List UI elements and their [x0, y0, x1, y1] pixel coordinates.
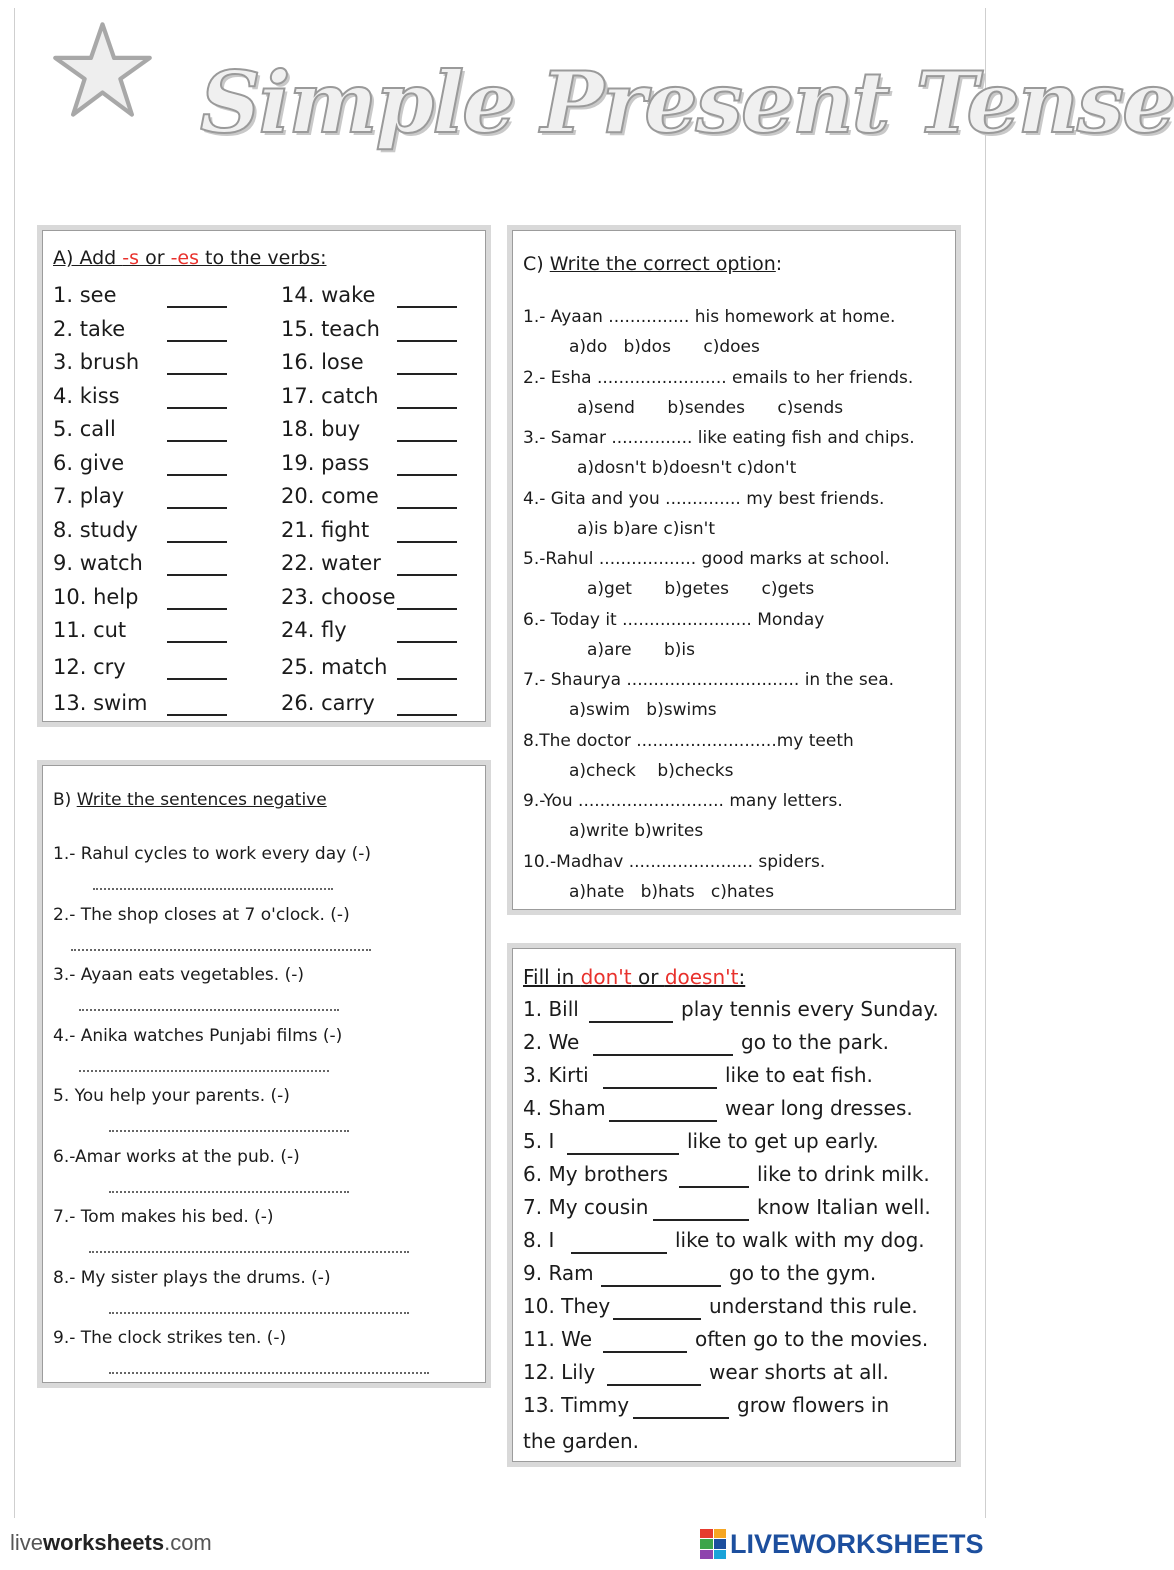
fill-in-blank[interactable] — [593, 1054, 733, 1056]
question-options[interactable]: a)send b)sendes c)sends — [577, 397, 844, 418]
verb-answer-blank[interactable] — [397, 541, 457, 543]
verb-item: 4. kiss — [53, 383, 120, 408]
verb-item: 25. match — [281, 654, 388, 679]
fill-in-subject: 11. We — [523, 1327, 593, 1351]
verb-item: 20. come — [281, 484, 379, 508]
verb-answer-blank[interactable] — [397, 507, 457, 509]
fill-in-predicate: often go to the movies. — [695, 1327, 929, 1351]
question-text: 4.- Gita and you .............. my best friends. — [523, 488, 885, 509]
verb-answer-blank[interactable] — [167, 407, 227, 409]
liveworksheets-logo-icon — [700, 1529, 726, 1559]
verb-answer-blank[interactable] — [397, 608, 457, 610]
fill-in-predicate: wear shorts at all. — [709, 1360, 889, 1384]
question-text: 8.The doctor ..........................my teeth — [523, 730, 854, 751]
fill-in-blank[interactable] — [613, 1318, 701, 1320]
negative-answer-line[interactable] — [109, 1372, 429, 1374]
fill-in-predicate: play tennis every Sunday. — [681, 997, 939, 1021]
question-text: 6.- Today it ........................ Monday — [523, 609, 825, 630]
negative-sentence: 1.- Rahul cycles to work every day (-) — [53, 844, 372, 864]
verb-item: 11. cut — [53, 618, 127, 642]
question-text: 9.-You ........................... many letters. — [523, 791, 843, 811]
verb-answer-blank[interactable] — [397, 641, 457, 643]
negative-sentence: 3.- Ayaan eats vegetables. (-) — [53, 965, 304, 985]
verb-item: 9. watch — [53, 551, 143, 575]
question-options[interactable]: a)swim b)swims — [569, 700, 717, 720]
question-options[interactable]: a)write b)writes — [569, 821, 704, 841]
fill-in-subject: 2. We — [523, 1030, 580, 1054]
page-title: Simple Present Tense — [200, 53, 1174, 152]
fill-in-predicate: like to get up early. — [687, 1129, 879, 1153]
question-text: 1.- Ayaan ............... his homework at home. — [523, 307, 896, 327]
verb-answer-blank[interactable] — [397, 678, 457, 680]
verb-answer-blank[interactable] — [167, 474, 227, 476]
section-a-heading: A) Add -s or -es to the verbs: — [53, 247, 327, 269]
question-options[interactable]: a)do b)dos c)does — [569, 337, 760, 357]
verb-item: 12. cry — [53, 654, 126, 679]
verb-answer-blank[interactable] — [167, 678, 227, 680]
fill-in-predicate: understand this rule. — [709, 1294, 918, 1318]
fill-in-predicate: know Italian well. — [757, 1195, 931, 1219]
verb-answer-blank[interactable] — [167, 541, 227, 543]
verb-item: 7. play — [53, 484, 125, 508]
fill-in-subject: 8. I — [523, 1228, 555, 1252]
verb-item: 6. give — [53, 450, 125, 475]
fill-in-last-line: the garden. — [523, 1429, 640, 1453]
verb-answer-blank[interactable] — [397, 306, 457, 308]
verb-item: 21. fight — [281, 517, 370, 542]
verb-item: 24. fly — [281, 618, 347, 642]
negative-sentence: 9.- The clock strikes ten. (-) — [53, 1328, 287, 1348]
verb-answer-blank[interactable] — [397, 474, 457, 476]
verb-item: 10. help — [53, 584, 139, 609]
question-options[interactable]: a)dosn't b)doesn't c)don't — [577, 458, 797, 478]
negative-sentence: 5. You help your parents. (-) — [53, 1086, 290, 1106]
section-d-box — [512, 948, 956, 1462]
question-options[interactable]: a)check b)checks — [569, 760, 734, 781]
verb-item: 22. water — [281, 551, 381, 575]
verb-answer-blank[interactable] — [397, 440, 457, 442]
verb-item: 13. swim — [53, 691, 148, 715]
negative-answer-line[interactable] — [79, 1009, 339, 1011]
negative-sentence: 7.- Tom makes his bed. (-) — [53, 1207, 274, 1227]
fill-in-blank[interactable] — [679, 1186, 749, 1188]
fill-in-subject: 1. Bill — [523, 997, 579, 1021]
negative-answer-line[interactable] — [93, 888, 333, 890]
fill-in-blank[interactable] — [653, 1219, 749, 1221]
negative-sentence: 8.- My sister plays the drums. (-) — [53, 1267, 331, 1288]
negative-sentence: 6.-Amar works at the pub. (-) — [53, 1146, 300, 1167]
verb-answer-blank[interactable] — [397, 714, 457, 716]
verb-item: 23. choose — [281, 584, 396, 609]
verb-answer-blank[interactable] — [397, 407, 457, 409]
question-text: 3.- Samar ............... like eating fish and chips. — [523, 428, 915, 448]
verb-item: 17. catch — [281, 383, 379, 408]
verb-answer-blank[interactable] — [167, 641, 227, 643]
question-options[interactable]: a)is b)are c)isn't — [577, 518, 716, 539]
fill-in-blank[interactable] — [603, 1351, 687, 1353]
fill-in-subject: 12. Lily — [523, 1360, 596, 1384]
fill-in-predicate: wear long dresses. — [725, 1096, 913, 1120]
verb-item: 15. teach — [281, 316, 380, 341]
fill-in-predicate: go to the gym. — [729, 1261, 877, 1285]
section-c-heading: C) Write the correct option: — [523, 253, 783, 275]
verb-answer-blank[interactable] — [397, 373, 457, 375]
verb-item: 1. see — [53, 283, 117, 307]
verb-item: 19. pass — [281, 450, 370, 475]
fill-in-subject: 6. My brothers — [523, 1162, 669, 1186]
fill-in-predicate: like to eat fish. — [725, 1063, 873, 1087]
section-a-box — [42, 230, 486, 722]
footer-site-url[interactable]: liveworksheets.com — [10, 1530, 212, 1555]
fill-in-blank[interactable] — [609, 1120, 717, 1122]
section-b-heading: B) Write the sentences negative — [53, 790, 327, 810]
verb-answer-blank[interactable] — [167, 714, 227, 716]
verb-answer-blank[interactable] — [167, 507, 227, 509]
fill-in-blank[interactable] — [633, 1417, 729, 1419]
negative-sentence: 2.- The shop closes at 7 o'clock. (-) — [53, 904, 350, 925]
verb-answer-blank[interactable] — [167, 340, 227, 342]
negative-answer-line[interactable] — [79, 1070, 329, 1072]
negative-answer-line[interactable] — [89, 1251, 409, 1253]
fill-in-predicate: like to walk with my dog. — [675, 1228, 925, 1252]
fill-in-subject: 9. Ram — [523, 1261, 594, 1285]
fill-in-predicate: grow flowers in — [737, 1393, 890, 1417]
question-text: 7.- Shaurya ................................ in the sea. — [523, 670, 895, 690]
verb-answer-blank[interactable] — [397, 340, 457, 342]
fill-in-subject: 3. Kirti — [523, 1063, 589, 1087]
fill-in-subject: 13. Timmy — [523, 1393, 630, 1417]
verb-item: 18. buy — [281, 417, 361, 441]
fill-in-subject: 5. I — [523, 1129, 555, 1153]
fill-in-subject: 7. My cousin — [523, 1195, 649, 1219]
question-text: 2.- Esha ........................ emails to her friends. — [523, 367, 914, 388]
fill-in-blank[interactable] — [589, 1021, 673, 1023]
star-icon — [50, 18, 155, 123]
verb-item: 16. lose — [281, 350, 364, 374]
question-options[interactable]: a)get b)getes c)gets — [587, 579, 815, 599]
verb-answer-blank[interactable] — [167, 608, 227, 610]
verb-answer-blank[interactable] — [167, 574, 227, 576]
question-options[interactable]: a)are b)is — [587, 639, 695, 660]
verb-answer-blank[interactable] — [167, 440, 227, 442]
verb-answer-blank[interactable] — [397, 574, 457, 576]
footer-brand-text: LIVEWORKSHEETS — [730, 1528, 984, 1559]
fill-in-predicate: go to the park. — [741, 1030, 890, 1054]
fill-in-predicate: like to drink milk. — [757, 1162, 930, 1186]
fill-in-blank[interactable] — [567, 1153, 679, 1155]
fill-in-blank[interactable] — [603, 1087, 717, 1089]
verb-item: 26. carry — [281, 691, 375, 715]
negative-sentence: 4.- Anika watches Punjabi films (-) — [53, 1025, 343, 1046]
fill-in-blank[interactable] — [571, 1252, 667, 1254]
section-b-box — [42, 765, 486, 1383]
fill-in-blank[interactable] — [607, 1384, 701, 1386]
fill-in-subject: 10. They — [523, 1294, 611, 1318]
negative-answer-line[interactable] — [109, 1191, 349, 1193]
negative-answer-line[interactable] — [109, 1130, 349, 1132]
verb-item: 8. study — [53, 517, 138, 542]
question-text: 5.-Rahul .................. good marks at school. — [523, 549, 890, 569]
question-options[interactable]: a)hate b)hats c)hates — [569, 881, 775, 902]
negative-answer-line[interactable] — [109, 1312, 409, 1314]
verb-item: 2. take — [53, 316, 126, 341]
negative-answer-line[interactable] — [71, 949, 371, 951]
fill-in-blank[interactable] — [601, 1285, 721, 1287]
verb-item: 3. brush — [53, 350, 140, 374]
verb-item: 5. call — [53, 417, 116, 441]
verb-item: 14. wake — [281, 283, 376, 307]
section-d-heading: Fill in don't or doesn't: — [523, 965, 746, 989]
footer-brand-logo[interactable] — [700, 1527, 984, 1561]
section-c-box — [512, 230, 956, 910]
verb-answer-blank[interactable] — [167, 373, 227, 375]
verb-answer-blank[interactable] — [167, 306, 227, 308]
fill-in-subject: 4. Sham — [523, 1096, 606, 1120]
question-text: 10.-Madhav ....................... spiders. — [523, 851, 826, 872]
